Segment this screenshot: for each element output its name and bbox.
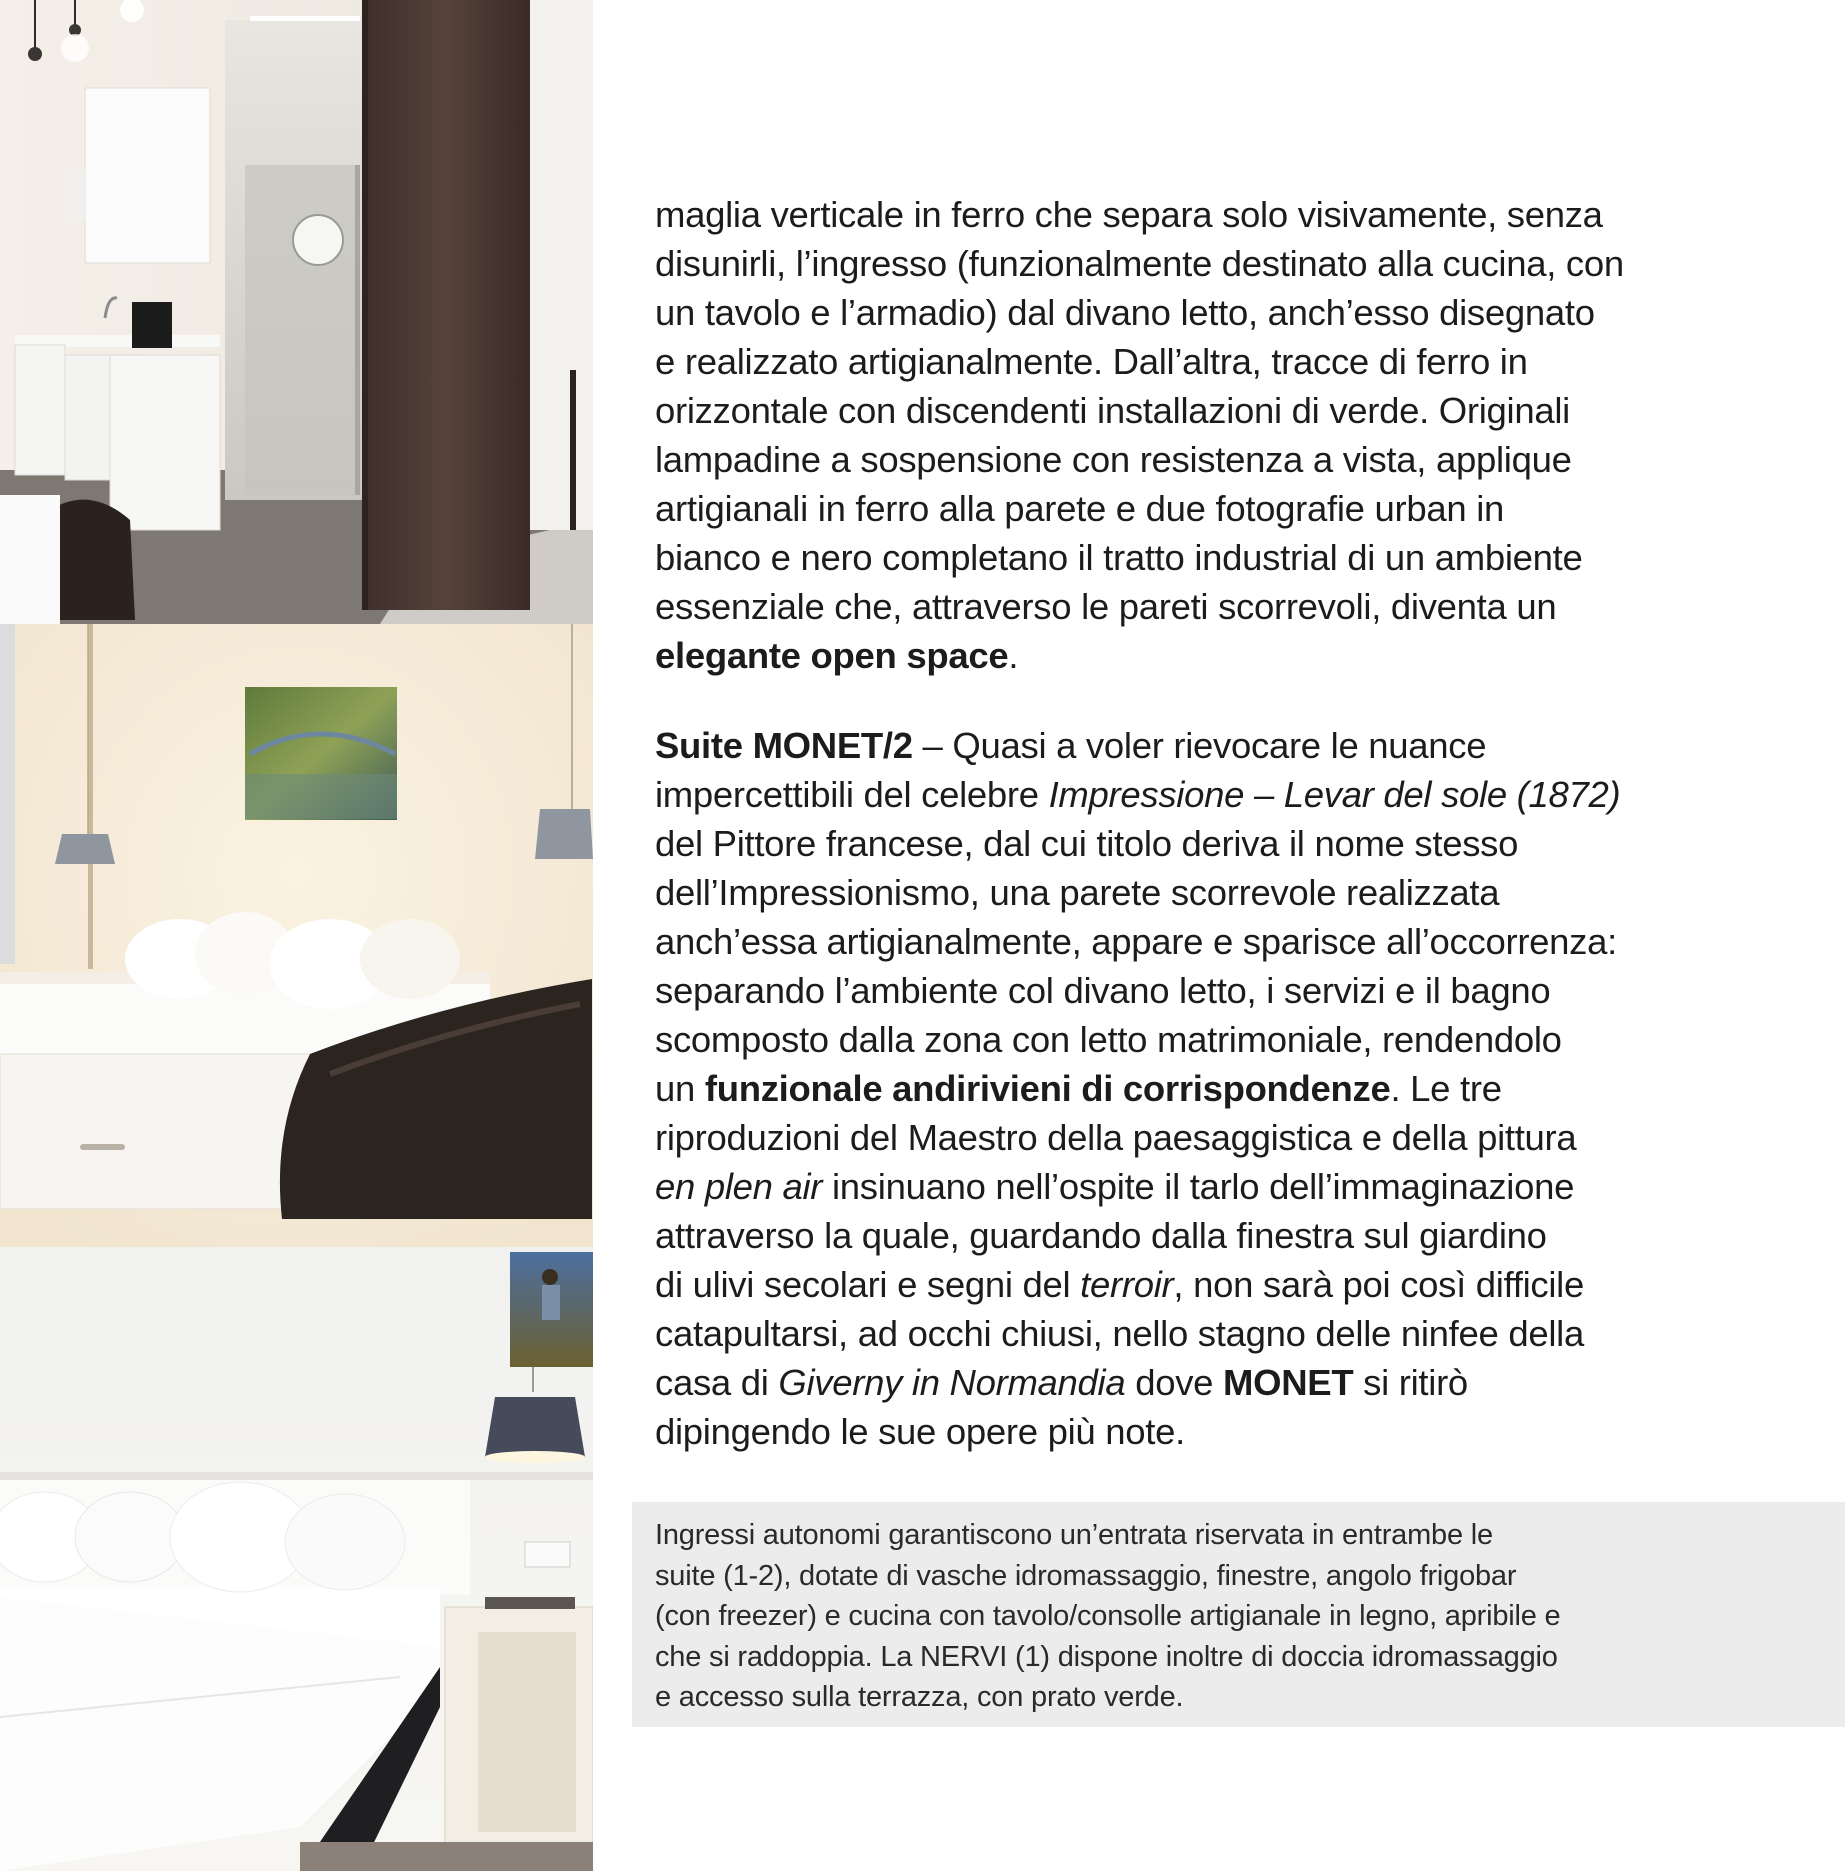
- text-line: insinuano nell’ospite il tarlo dell’immaginazione: [822, 1166, 1575, 1207]
- text-line: artigianali in ferro alla parete e due fotografie urban in: [655, 488, 1505, 529]
- text-line: scomposto dalla zona con letto matrimoniale, rendendolo: [655, 1019, 1562, 1060]
- text-line: bianco e nero completano il tratto industrial di un ambiente: [655, 537, 1583, 578]
- text-line: , non sarà poi così difficile: [1173, 1264, 1584, 1305]
- text-line: si ritirò: [1353, 1362, 1468, 1403]
- text-line: Ingressi autonomi garantiscono un’entrata riservata in entrambe le: [655, 1519, 1493, 1551]
- paragraph-open-space: [655, 190, 1735, 680]
- text-line: dipingendo le sue opere più note.: [655, 1411, 1185, 1452]
- text-line: maglia verticale in ferro che separa solo visivamente, senza: [655, 194, 1603, 235]
- double-bed-image: [0, 1247, 593, 1871]
- text-line: un tavolo e l’armadio) dal divano letto, anch’esso disegnato: [655, 292, 1595, 333]
- highlight-corrispondenze: funzionale andirivieni di corrispondenze: [704, 1068, 1391, 1109]
- text-line: di ulivi secolari e segni del: [655, 1264, 1081, 1305]
- italic-place: Giverny in Normandia: [778, 1362, 1126, 1403]
- text-line: dove: [1125, 1362, 1224, 1403]
- text-line: – Quasi a voler rievocare le nuance: [912, 725, 1487, 766]
- text-line: catapultarsi, ad occhi chiusi, nello stagno delle ninfee della: [655, 1313, 1584, 1354]
- highlight-monet: MONET: [1223, 1362, 1354, 1403]
- paragraph-suite-monet-2: [655, 721, 1735, 1456]
- info-box-text: [655, 1515, 1845, 1718]
- text-line: casa di: [655, 1362, 779, 1403]
- photo-double-bed: [0, 1247, 593, 1871]
- text-line: impercettibili del celebre: [655, 774, 1049, 815]
- text-line: suite (1-2), dotate di vasche idromassaggio, finestre, angolo frigobar: [655, 1559, 1517, 1592]
- highlight-open-space: elegante open space: [655, 635, 1009, 676]
- text-line: separando l’ambiente col divano letto, i servizi e il bagno: [655, 970, 1551, 1011]
- text-line: orizzontale con discendenti installazioni di verde. Originali: [655, 390, 1570, 431]
- painting-title: Impressione – Levar del sole (1872): [1048, 774, 1621, 815]
- photo-column: [0, 0, 593, 1871]
- photo-kitchenette: [0, 0, 593, 624]
- article-text: [655, 190, 1735, 1456]
- suite-heading: Suite MONET/2: [655, 725, 913, 766]
- text-line: anch’essa artigianalmente, appare e sparisce all’occorrenza:: [655, 921, 1617, 962]
- text-line: un: [655, 1068, 705, 1109]
- text-line: e accesso sulla terrazza, con prato verde.: [655, 1681, 1184, 1713]
- text-line: del Pittore francese, dal cui titolo deriva il nome stesso: [655, 823, 1519, 864]
- text-line: . Le tre: [1390, 1068, 1502, 1109]
- text-line: che si raddoppia. La NERVI (1) dispone inoltre di doccia idromassaggio: [655, 1640, 1558, 1673]
- photo-daybed: [0, 624, 593, 1247]
- text-line: essenziale che, attraverso le pareti scorrevoli, diventa un: [655, 586, 1557, 627]
- text-line: (con freezer) e cucina con tavolo/consolle artigianale in legno, apribile e: [655, 1600, 1561, 1632]
- text-line: lampadine a sospensione con resistenza a vista, applique: [655, 439, 1572, 480]
- kitchenette-image: [0, 0, 593, 624]
- italic-phrase: en plen air: [655, 1166, 823, 1207]
- daybed-image: [0, 624, 593, 1247]
- text-line: disunirli, l’ingresso (funzionalmente destinato alla cucina, con: [655, 243, 1624, 284]
- punctuation: .: [1008, 635, 1019, 676]
- text-line: e realizzato artigianalmente. Dall’altra, tracce di ferro in: [655, 341, 1528, 382]
- info-box: [632, 1502, 1845, 1727]
- text-line: attraverso la quale, guardando dalla finestra sul giardino: [655, 1215, 1547, 1256]
- text-line: riproduzioni del Maestro della paesaggistica e della pittura: [655, 1117, 1577, 1158]
- text-line: dell’Impressionismo, una parete scorrevole realizzata: [655, 872, 1500, 913]
- italic-term: terroir: [1080, 1264, 1174, 1305]
